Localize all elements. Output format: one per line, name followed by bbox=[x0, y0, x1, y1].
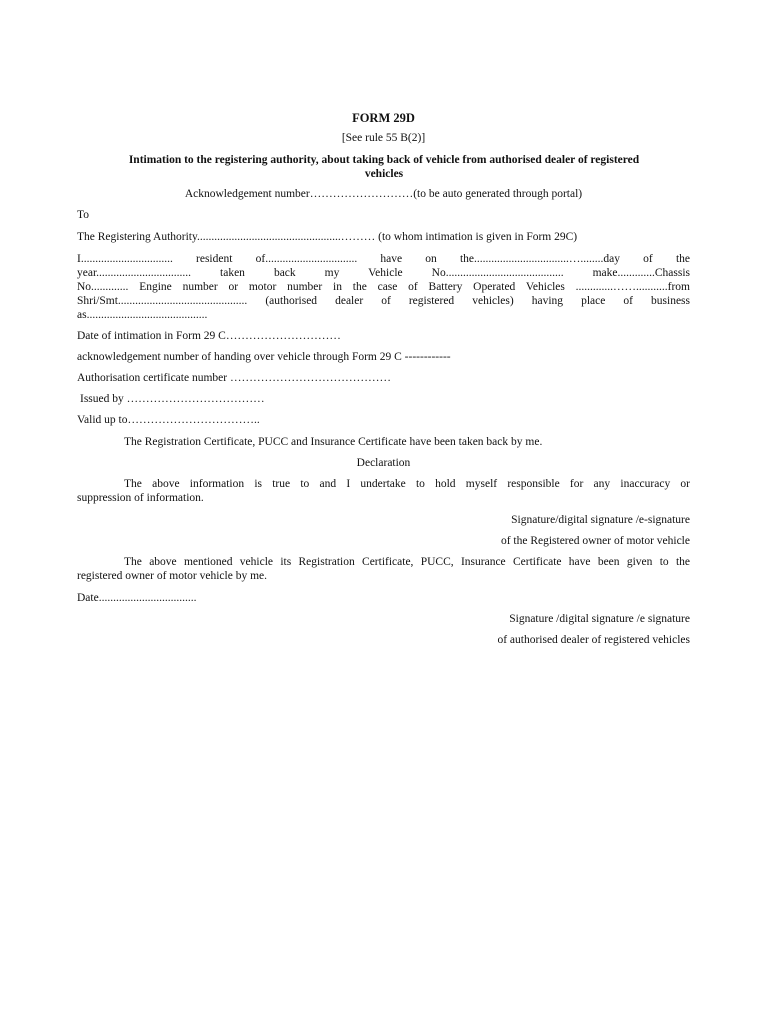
dealer-signature-line: Signature /digital signature /e signature bbox=[509, 613, 690, 625]
registering-authority-line: The Registering Authority..................................................……… (to whom intimation is given in Form 29C) bbox=[77, 231, 578, 243]
acknowledgement-line: Acknowledgement number………………………(to be auto generated through portal) bbox=[184, 188, 583, 200]
to-label: To bbox=[77, 209, 89, 221]
paragraph-line: as.......................................... bbox=[77, 309, 208, 321]
paragraph-line: The above information is true to and I undertake to hold myself responsible for any inaccuracy or bbox=[124, 478, 690, 490]
paragraph-line: year................................. taken back my Vehicle No......................................... make.............Chassis bbox=[77, 267, 690, 279]
declaration-paragraph bbox=[77, 477, 690, 505]
form-title: FORM 29D bbox=[352, 111, 415, 125]
date-line: Date.................................. bbox=[77, 592, 197, 604]
ack-handover-line: acknowledgement number of handing over vehicle through Form 29 C ------------ bbox=[77, 351, 451, 363]
vehicle-returned-paragraph bbox=[77, 555, 690, 583]
paragraph-line: registered owner of motor vehicle by me. bbox=[77, 570, 268, 582]
paragraph-line: suppression of information. bbox=[77, 492, 204, 504]
owner-signature-caption: of the Registered owner of motor vehicle bbox=[500, 535, 690, 547]
issued-by-line: Issued by ……………………………… bbox=[80, 393, 265, 405]
declaration-title: Declaration bbox=[356, 457, 411, 469]
paragraph-line: The above mentioned vehicle its Registration Certificate, PUCC, Insurance Certificate have been given to the bbox=[124, 556, 690, 568]
paragraph-line: I................................ resident of................................ have on the.................................…........day of the bbox=[77, 253, 690, 265]
heading-line: vehicles bbox=[364, 168, 404, 180]
rule-reference: [See rule 55 B(2)] bbox=[341, 132, 426, 144]
form-heading bbox=[80, 153, 688, 181]
valid-up-to-line: Valid up to…………………………….. bbox=[77, 414, 260, 426]
dealer-signature-caption: of authorised dealer of registered vehicles bbox=[497, 634, 690, 646]
owner-signature-line: Signature/digital signature /e-signature bbox=[511, 514, 690, 526]
heading-line: Intimation to the registering authority, about taking back of vehicle from authorised dealer of registered bbox=[128, 154, 640, 166]
paragraph-line: Shri/Smt............................................. (authorised dealer of registered vehicles) having place of business bbox=[77, 295, 690, 307]
authorisation-certificate-line: Authorisation certificate number …………………………………… bbox=[77, 372, 391, 384]
date-of-intimation-line: Date of intimation in Form 29 C………………………… bbox=[77, 330, 341, 342]
paragraph-line: No............. Engine number or motor number in the case of Battery Operated Vehicles .............……...........from bbox=[77, 281, 690, 293]
vehicle-details-paragraph bbox=[77, 252, 690, 322]
taken-back-statement: The Registration Certificate, PUCC and Insurance Certificate have been taken back by me. bbox=[124, 436, 543, 448]
